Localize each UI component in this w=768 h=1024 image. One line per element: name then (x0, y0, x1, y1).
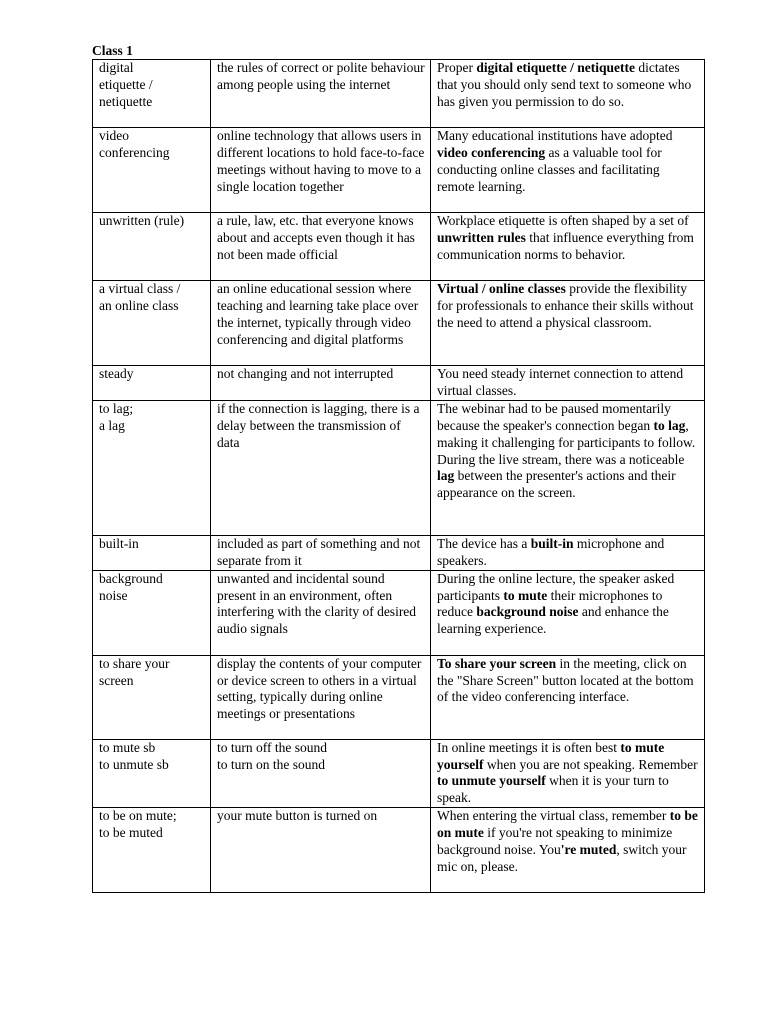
example-cell (431, 570, 705, 655)
table-row (93, 535, 705, 570)
example-text: The webinar had to be paused momentarily because the speaker's connection began (437, 400, 671, 433)
example-cell (431, 213, 705, 281)
definition-cell: a rule, law, etc. that everyone knows about and accepts even though it has not been made official (211, 213, 431, 281)
example-keyword: 're muted (560, 842, 617, 858)
term-cell: to be on mute; to be muted (93, 808, 211, 893)
example-keyword: background noise (476, 604, 579, 620)
term-cell: steady (93, 366, 211, 401)
table-row (93, 655, 705, 739)
example-text: The device has a (437, 535, 531, 551)
example-text: in the meeting, click on the "Share Screen" button located at the bottom of the video conferencing interface. (437, 655, 694, 705)
example-keyword: Virtual / online classes (437, 281, 566, 296)
example-text: dictates that you should only send text to someone who has given you permission to do so. (437, 60, 692, 109)
example-text: You need steady internet connection to attend virtual classes. (437, 366, 684, 398)
page-title: Class 1 (92, 43, 133, 58)
example-text: when you are not speaking. Remember (483, 756, 698, 772)
example-text: When entering the virtual class, remember (437, 808, 670, 824)
definition-cell: online technology that allows users in different locations to hold face-to-face meetings without having to move to a single location together (211, 128, 431, 213)
example-keyword: digital etiquette / netiquette (476, 60, 635, 75)
table-row (93, 128, 705, 213)
example-keyword: to mute yourself (437, 739, 665, 772)
definition-cell: an online educational session where teaching and learning take place over the internet, typically through video conferencing and digital platforms (211, 281, 431, 366)
example-cell (431, 535, 705, 570)
example-keyword: lag (437, 468, 455, 484)
example-text: In online meetings it is often best (437, 739, 621, 755)
example-text: between the presenter's actions and their appearance on the screen. (437, 468, 676, 501)
example-text: and enhance the learning experience. (437, 604, 669, 637)
vocabulary-table-body (93, 60, 705, 893)
example-text: Workplace etiquette is often shaped by a set of (437, 213, 689, 228)
example-text: , making it challenging for participants to follow. During the live stream, there was a noticeable (437, 417, 696, 467)
example-keyword: built-in (530, 535, 574, 551)
example-text: their microphones to reduce (437, 587, 663, 620)
definition-cell: to turn off the sound to turn on the sound (211, 739, 431, 808)
example-cell (431, 128, 705, 213)
example-keyword: To share your screen (437, 655, 557, 671)
example-keyword: unwritten rules (437, 229, 526, 245)
example-cell (431, 808, 705, 893)
example-cell (431, 739, 705, 808)
table-row (93, 570, 705, 655)
example-keyword: to unmute yourself (437, 773, 546, 789)
table-row (93, 400, 705, 535)
example-text: when it is your turn to speak. (437, 773, 669, 806)
term-cell: background noise (93, 570, 211, 655)
example-cell (431, 655, 705, 739)
example-text: if you're not speaking to minimize background noise. You (437, 825, 673, 858)
definition-cell: included as part of something and not separate from it (211, 535, 431, 570)
example-text: microphone and speakers. (437, 535, 665, 568)
table-row (93, 739, 705, 808)
vocabulary-table (92, 59, 705, 893)
example-text: as a valuable tool for conducting online classes and facilitating remote learning. (437, 144, 662, 194)
example-text: provide the flexibility for professionals to enhance their skills without the need to attend a physical classroom. (437, 281, 694, 330)
table-row (93, 366, 705, 401)
example-keyword: to lag (653, 417, 686, 433)
example-text: Proper (437, 60, 477, 75)
term-cell: to lag; a lag (93, 400, 211, 535)
term-cell: unwritten (rule) (93, 213, 211, 281)
definition-cell: unwanted and incidental sound present in an environment, often interfering with the clarity of desired audio signals (211, 570, 431, 655)
definition-cell: your mute button is turned on (211, 808, 431, 893)
term-cell: to mute sb to unmute sb (93, 739, 211, 808)
term-cell: built-in (93, 535, 211, 570)
term-cell: video conferencing (93, 128, 211, 213)
term-cell: to share your screen (93, 655, 211, 739)
example-cell (431, 60, 705, 128)
term-cell: digital etiquette / netiquette (93, 60, 211, 128)
example-keyword: to mute (503, 587, 548, 603)
example-text: During the online lecture, the speaker asked participants (437, 570, 675, 603)
example-keyword: video conferencing (437, 144, 546, 160)
definition-cell: the rules of correct or polite behaviour among people using the internet (211, 60, 431, 128)
example-cell (431, 400, 705, 535)
example-keyword: to be on mute (437, 808, 698, 841)
example-text: that influence everything from communication norms to behavior. (437, 229, 694, 262)
term-cell: a virtual class / an online class (93, 281, 211, 366)
table-row (93, 60, 705, 128)
table-row (93, 213, 705, 281)
table-row (93, 281, 705, 366)
definition-cell: display the contents of your computer or device screen to others in a virtual setting, typically during online meetings or presentations (211, 655, 431, 739)
example-cell (431, 366, 705, 401)
example-text: Many educational institutions have adopted (437, 128, 673, 143)
definition-cell: if the connection is lagging, there is a delay between the transmission of data (211, 400, 431, 535)
example-cell (431, 281, 705, 366)
definition-cell: not changing and not interrupted (211, 366, 431, 401)
example-text: , switch your mic on, please. (437, 842, 687, 874)
table-row (93, 808, 705, 893)
